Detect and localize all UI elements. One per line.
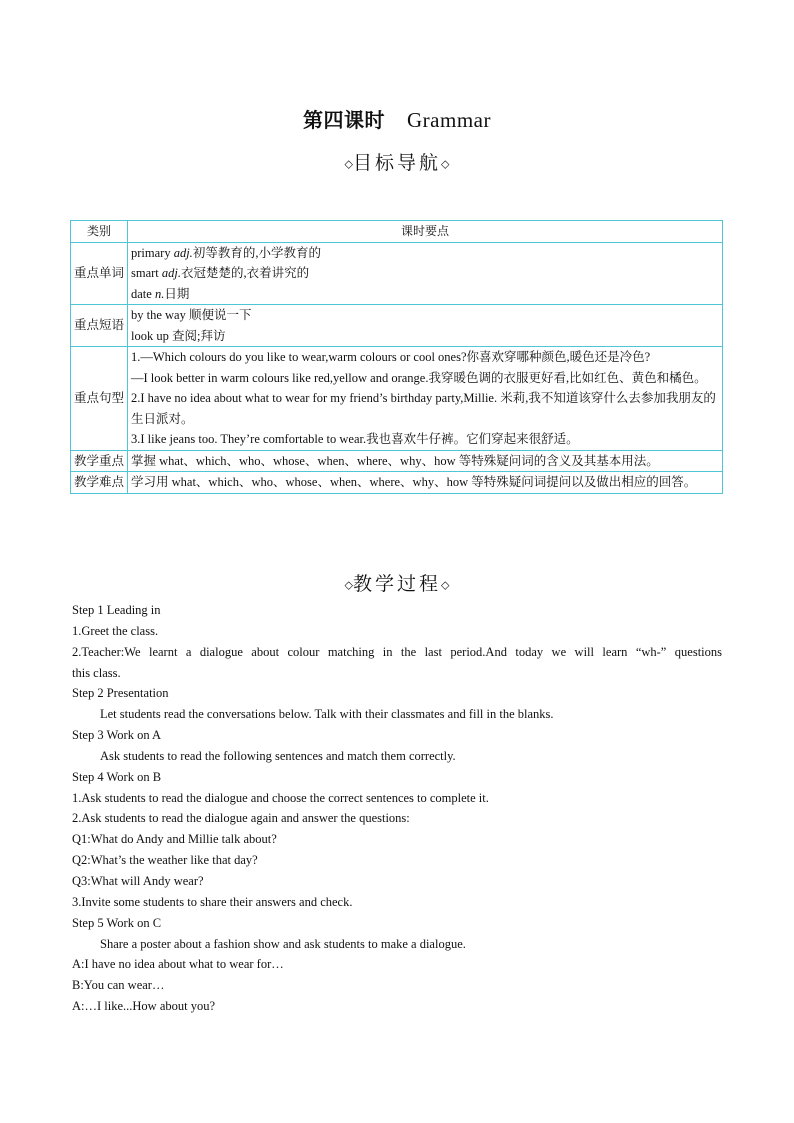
question-line: Q1:What do Andy and Millie talk about? bbox=[72, 832, 277, 847]
vocab-pos: adj. bbox=[161, 266, 182, 280]
section-heading-text: 目标导航 bbox=[352, 152, 441, 174]
vocab-pos: adj. bbox=[173, 245, 193, 260]
table-row bbox=[71, 450, 723, 472]
sentence-line: —I look better in warm colours like red,yellow and orange.我穿暖色调的衣服更好看,比如红色、黄色和橘色。 bbox=[131, 370, 707, 385]
table-row bbox=[71, 472, 723, 494]
diamond-icon: ◇ bbox=[441, 578, 450, 592]
row-content bbox=[128, 347, 723, 451]
step-heading: Step 3 Work on A bbox=[72, 728, 162, 743]
row-category: 重点短语 bbox=[71, 305, 128, 347]
section-heading-goals bbox=[0, 148, 794, 175]
step-heading: Step 2 Presentation bbox=[72, 686, 169, 701]
row-category: 教学重点 bbox=[71, 450, 128, 472]
step-heading: Step 5 Work on C bbox=[72, 915, 162, 930]
diamond-icon: ◇ bbox=[441, 157, 450, 171]
row-category: 教学难点 bbox=[71, 472, 128, 494]
dialogue-line: B:You can wear… bbox=[72, 978, 165, 993]
table-header-row bbox=[71, 221, 723, 243]
question-line: Q3:What will Andy wear? bbox=[72, 873, 204, 888]
diamond-icon: ◇ bbox=[344, 578, 353, 592]
title-english: Grammar bbox=[407, 108, 491, 132]
vocab-line bbox=[131, 263, 719, 284]
vocab-meaning: 日期 bbox=[164, 286, 190, 301]
page-title bbox=[0, 104, 794, 133]
process-line: 3.Invite some students to share their answers and check. bbox=[72, 894, 353, 909]
process-line: Let students read the conversations below. Talk with their classmates and fill in the blanks. bbox=[100, 707, 554, 722]
question-line: Q2:What’s the weather like that day? bbox=[72, 853, 258, 868]
process-line: this class. bbox=[72, 665, 121, 680]
process-line: 2.Ask students to read the dialogue again and answer the questions: bbox=[72, 811, 410, 826]
sentence-line: 2.I have no idea about what to wear for my friend’s birthday party,Millie. 米莉,我不知道该穿什么去参加我朋友的生日派对。 bbox=[131, 391, 716, 426]
title-chinese: 第四课时 bbox=[303, 108, 386, 132]
teaching-process bbox=[72, 600, 722, 1017]
process-line: 1.Ask students to read the dialogue and choose the correct sentences to complete it. bbox=[72, 790, 489, 805]
row-content bbox=[128, 305, 723, 347]
dialogue-line: A:…I like...How about you? bbox=[72, 999, 216, 1014]
dialogue-line: A:I have no idea about what to wear for… bbox=[72, 957, 284, 972]
header-points: 课时要点 bbox=[128, 221, 723, 243]
section-heading-text: 教学过程 bbox=[352, 573, 441, 595]
vocab-word: primary bbox=[131, 245, 174, 260]
header-category: 类别 bbox=[71, 221, 128, 243]
row-content bbox=[128, 242, 723, 305]
lesson-points-table bbox=[70, 220, 723, 494]
diamond-icon: ◇ bbox=[344, 157, 353, 171]
sentence-line: 1.—Which colours do you like to wear,warm colours or cool ones?你喜欢穿哪种颜色,暖色还是冷色? bbox=[131, 350, 651, 364]
process-line: 2.Teacher:We learnt a dialogue about colour matching in the last period.And today we will learn “wh-” questions bbox=[72, 644, 722, 659]
process-line: Ask students to read the following sentences and match them correctly. bbox=[100, 748, 456, 763]
row-category: 重点单词 bbox=[71, 242, 128, 305]
vocab-pos: n. bbox=[154, 286, 165, 301]
vocab-line bbox=[131, 243, 719, 264]
table-row bbox=[71, 242, 723, 305]
step-heading: Step 1 Leading in bbox=[72, 603, 161, 617]
vocab-line bbox=[131, 284, 719, 305]
process-line: Share a poster about a fashion show and ask students to make a dialogue. bbox=[100, 936, 466, 951]
vocab-word: smart bbox=[131, 266, 162, 280]
process-line: 1.Greet the class. bbox=[72, 623, 159, 638]
row-content: 学习用 what、which、who、whose、when、where、why、how 等特殊疑问词提问以及做出相应的回答。 bbox=[128, 472, 723, 494]
section-heading-process bbox=[0, 569, 794, 596]
vocab-word: date bbox=[131, 286, 155, 301]
step-heading: Step 4 Work on B bbox=[72, 769, 162, 784]
sentence-line: 3.I like jeans too. They’re comfortable to wear.我也喜欢牛仔裤。它们穿起来很舒适。 bbox=[131, 432, 579, 446]
phrase-line: by the way 顺便说一下 bbox=[131, 308, 252, 322]
phrase-line: look up 查阅;拜访 bbox=[131, 328, 226, 343]
row-category: 重点句型 bbox=[71, 347, 128, 451]
vocab-meaning: 初等教育的,小学教育的 bbox=[192, 245, 321, 260]
table-row bbox=[71, 305, 723, 347]
vocab-meaning: 衣冠楚楚的,衣着讲究的 bbox=[181, 266, 310, 280]
table-row bbox=[71, 347, 723, 451]
row-content: 掌握 what、which、who、whose、when、where、why、how 等特殊疑问词的含义及其基本用法。 bbox=[128, 450, 723, 472]
